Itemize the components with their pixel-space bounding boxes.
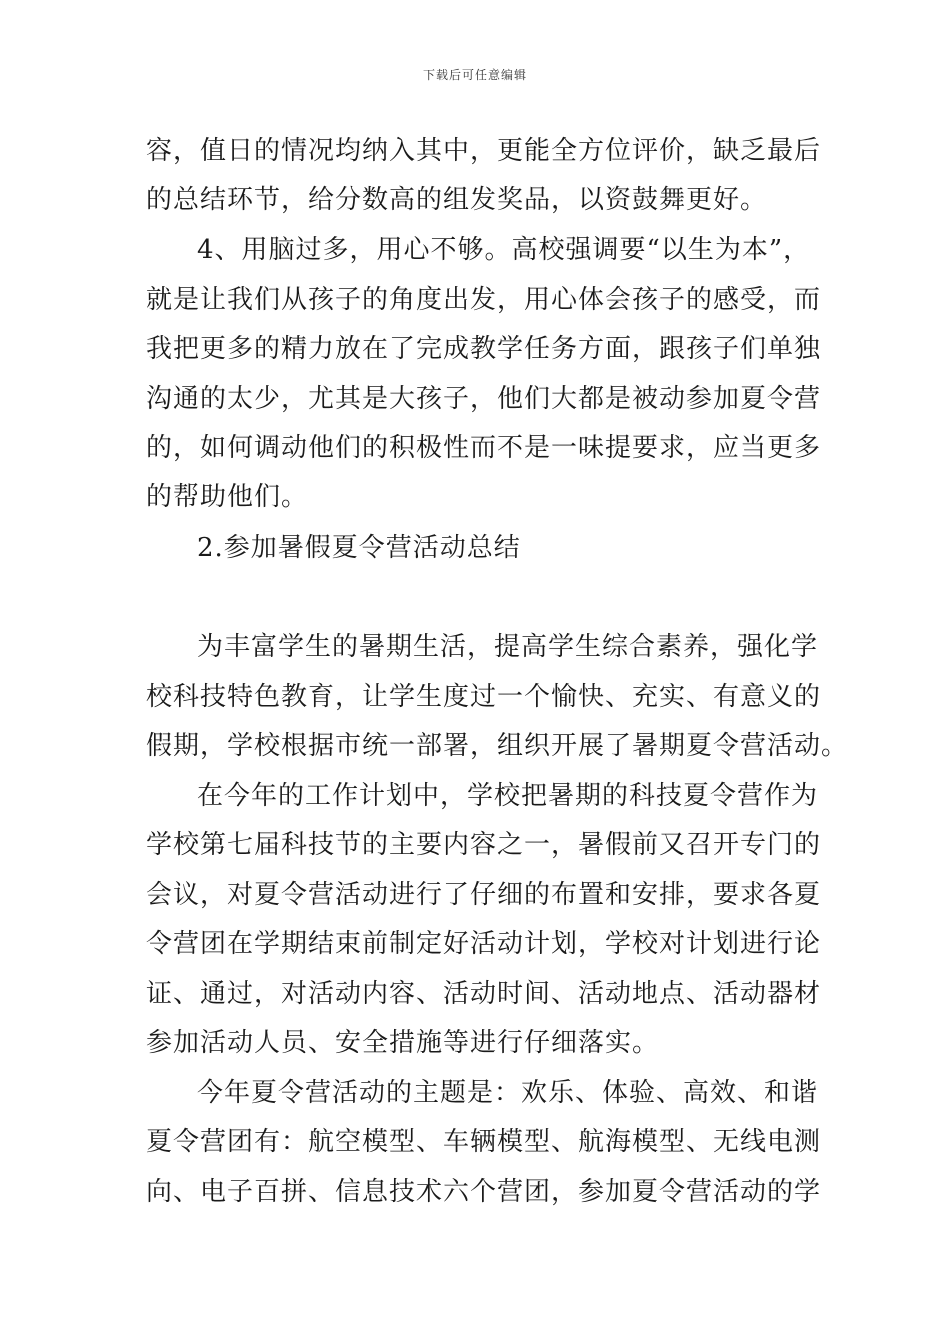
text-line: 4、用脑过多，用心不够。高校强调要“以生为本”， bbox=[197, 235, 811, 265]
header-note: 下载后可任意编辑 bbox=[422, 68, 527, 82]
text-line: 证、通过，对活动内容、活动时间、活动地点、活动器材 bbox=[146, 979, 822, 1009]
text-line: 的，如何调动他们的积极性而不是一味提要求，应当更多 bbox=[146, 433, 822, 463]
text-line: 的帮助他们。 bbox=[146, 482, 309, 512]
text-line: 为丰富学生的暑期生活，提高学生综合素养，强化学 bbox=[197, 632, 819, 662]
text-line: 就是让我们从孩子的角度出发，用心体会孩子的感受，而 bbox=[146, 285, 822, 315]
text-line: 会议，对夏令营活动进行了仔细的布置和安排，要求各夏 bbox=[146, 880, 822, 910]
text-line: 在今年的工作计划中，学校把暑期的科技夏令营作为 bbox=[197, 781, 819, 811]
text-line: 令营团在学期结束前制定好活动计划，学校对计划进行论 bbox=[146, 929, 822, 959]
section-heading: 2.参加暑假夏令营活动总结 bbox=[197, 533, 521, 563]
text-line: 今年夏令营活动的主题是：欢乐、体验、高效、和谐 bbox=[197, 1078, 819, 1108]
text-line: 容，值日的情况均纳入其中，更能全方位评价，缺乏最后 bbox=[146, 136, 822, 166]
text-line: 沟通的太少，尤其是大孩子，他们大都是被动参加夏令营 bbox=[146, 384, 822, 414]
text-line: 假期，学校根据市统一部署，组织开展了暑期夏令营活动。 bbox=[146, 731, 849, 761]
text-line: 向、电子百拼、信息技术六个营团，参加夏令营活动的学 bbox=[146, 1177, 822, 1207]
text-line: 夏令营团有：航空模型、车辆模型、航海模型、无线电测 bbox=[146, 1127, 822, 1157]
text-line: 我把更多的精力放在了完成教学任务方面，跟孩子们单独 bbox=[146, 334, 822, 364]
text-line: 的总结环节，给分数高的组发奖品，以资鼓舞更好。 bbox=[146, 185, 768, 215]
text-line: 参加活动人员、安全措施等进行仔细落实。 bbox=[146, 1028, 660, 1058]
text-line: 校科技特色教育，让学生度过一个愉快、充实、有意义的 bbox=[146, 682, 822, 712]
text-line: 学校第七届科技节的主要内容之一，暑假前又召开专门的 bbox=[146, 830, 822, 860]
